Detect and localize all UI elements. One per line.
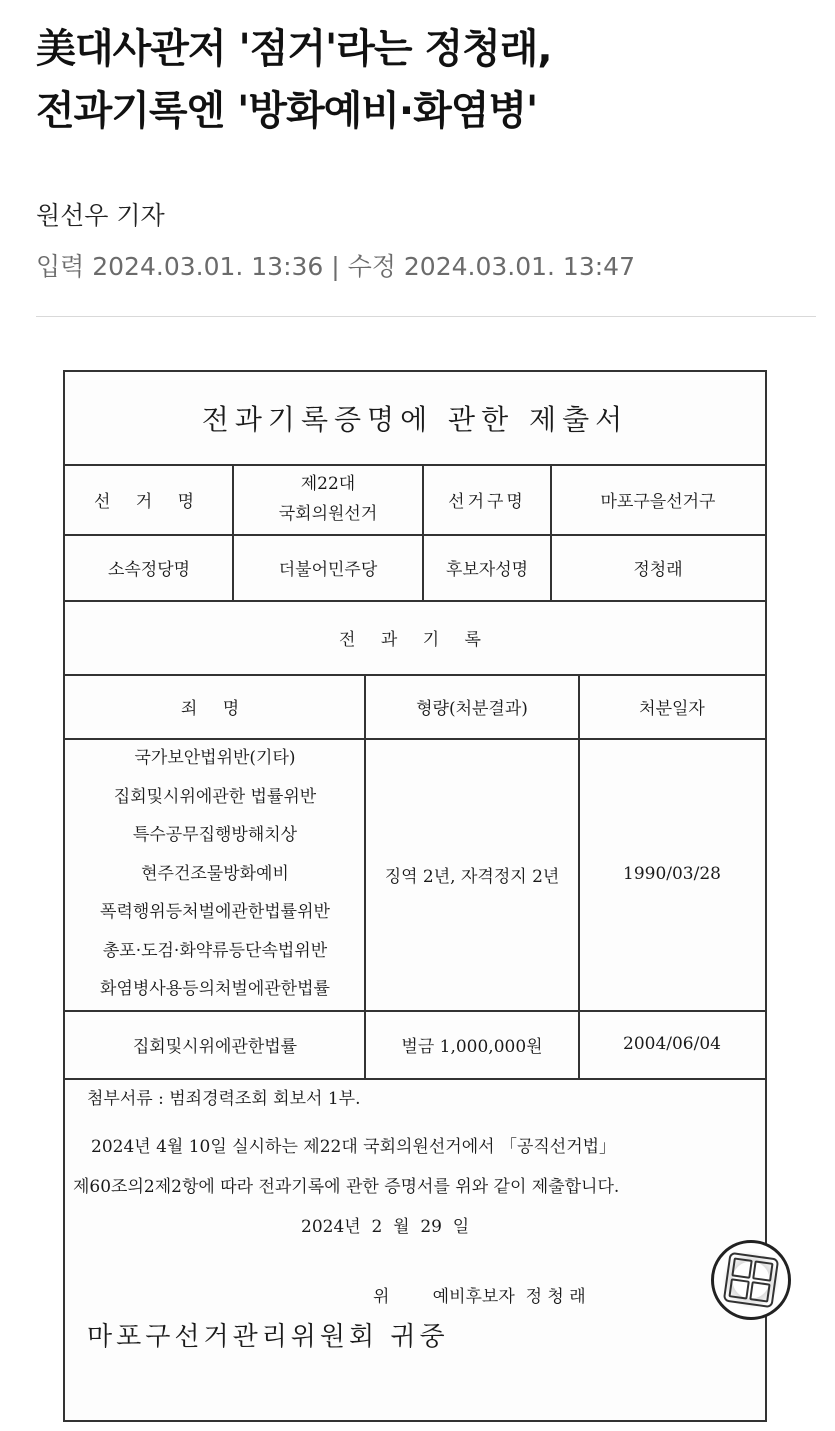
headline-line-1: 美대사관저 '점거'라는 정청래, xyxy=(36,26,552,72)
publish-dates: 입력 2024.03.01. 13:36 | 수정 2024.03.01. 13:47 xyxy=(36,252,635,281)
record-2-offense: 집회및시위에관한법률 xyxy=(132,1036,298,1057)
signer-line: 위 예비후보자 정 청 래 xyxy=(373,1287,586,1307)
offense-item: 특수공무집행방해치상 xyxy=(132,825,298,846)
record-2-sentence: 벌금 1,000,000원 xyxy=(401,1036,543,1057)
attachment-note: 첨부서류 : 범죄경력조회 회보서 1부. xyxy=(87,1089,361,1109)
election-name-label: 선 거 명 xyxy=(93,491,205,512)
grid-line xyxy=(65,600,765,602)
grid-line xyxy=(65,534,765,536)
article-headline xyxy=(36,18,816,142)
col-date-header: 처분일자 xyxy=(639,698,705,719)
record-1-date: 1990/03/28 xyxy=(623,864,721,884)
criminal-record-document-image xyxy=(63,370,767,1422)
offense-item: 총포·도검·화약류등단속법위반 xyxy=(102,940,328,961)
col-offense-header: 죄 명 xyxy=(180,698,250,719)
record-1-offenses xyxy=(65,738,365,1010)
election-name-line-2: 국회의원선거 xyxy=(278,504,378,524)
offense-item: 국가보안법위반(기타) xyxy=(134,748,296,769)
grid-line xyxy=(65,1010,765,1012)
submit-date: 2024년 2 월 29 일 xyxy=(301,1217,470,1237)
addressee: 마포구선거관리위원회 귀중 xyxy=(87,1322,449,1352)
offense-item: 화염병사용등의처벌에관한법률 xyxy=(100,979,330,1000)
offense-item: 폭력행위등처벌에관한법률위반 xyxy=(100,902,330,923)
district-value: 마포구을선거구 xyxy=(600,491,716,512)
records-heading: 전 과 기 록 xyxy=(339,629,491,650)
grid-line xyxy=(578,674,580,1078)
col-sentence-header: 형량(처분결과) xyxy=(416,698,528,719)
author-byline[interactable]: 원선우 기자 xyxy=(36,201,165,230)
grid-line xyxy=(550,464,552,600)
headline-line-2: 전과기록엔 '방화예비·화염병' xyxy=(36,88,538,134)
statement-line-1: 2024년 4월 10일 실시하는 제22대 국회의원선거에서 「공직선거법」 xyxy=(91,1137,617,1157)
party-label: 소속정당명 xyxy=(107,559,191,580)
grid-line xyxy=(65,738,765,740)
seal-stamp xyxy=(711,1240,791,1320)
offense-item: 집회및시위에관한 법률위반 xyxy=(113,786,317,807)
candidate-value: 정청래 xyxy=(633,559,683,580)
district-label: 선거구명 xyxy=(448,491,526,512)
divider xyxy=(36,316,816,317)
grid-line xyxy=(422,464,424,600)
party-value: 더불어민주당 xyxy=(278,559,378,580)
record-2-date: 2004/06/04 xyxy=(623,1034,721,1054)
candidate-label: 후보자성명 xyxy=(445,559,529,580)
election-name-value xyxy=(233,464,423,534)
election-name-line-1: 제22대 xyxy=(300,474,356,494)
statement-line-2: 제60조의2제2항에 따라 전과기록에 관한 증명서를 위와 같이 제출합니다. xyxy=(73,1177,620,1197)
document-title: 전과기록증명에 관한 제출서 xyxy=(65,372,765,466)
record-1-sentence: 징역 2년, 자격정지 2년 xyxy=(384,866,560,887)
seal-glyph xyxy=(723,1252,779,1308)
grid-line xyxy=(65,674,765,676)
offense-item: 현주건조물방화예비 xyxy=(141,863,289,884)
grid-line xyxy=(364,674,366,1078)
grid-line xyxy=(65,1078,765,1080)
grid-line xyxy=(232,464,234,600)
